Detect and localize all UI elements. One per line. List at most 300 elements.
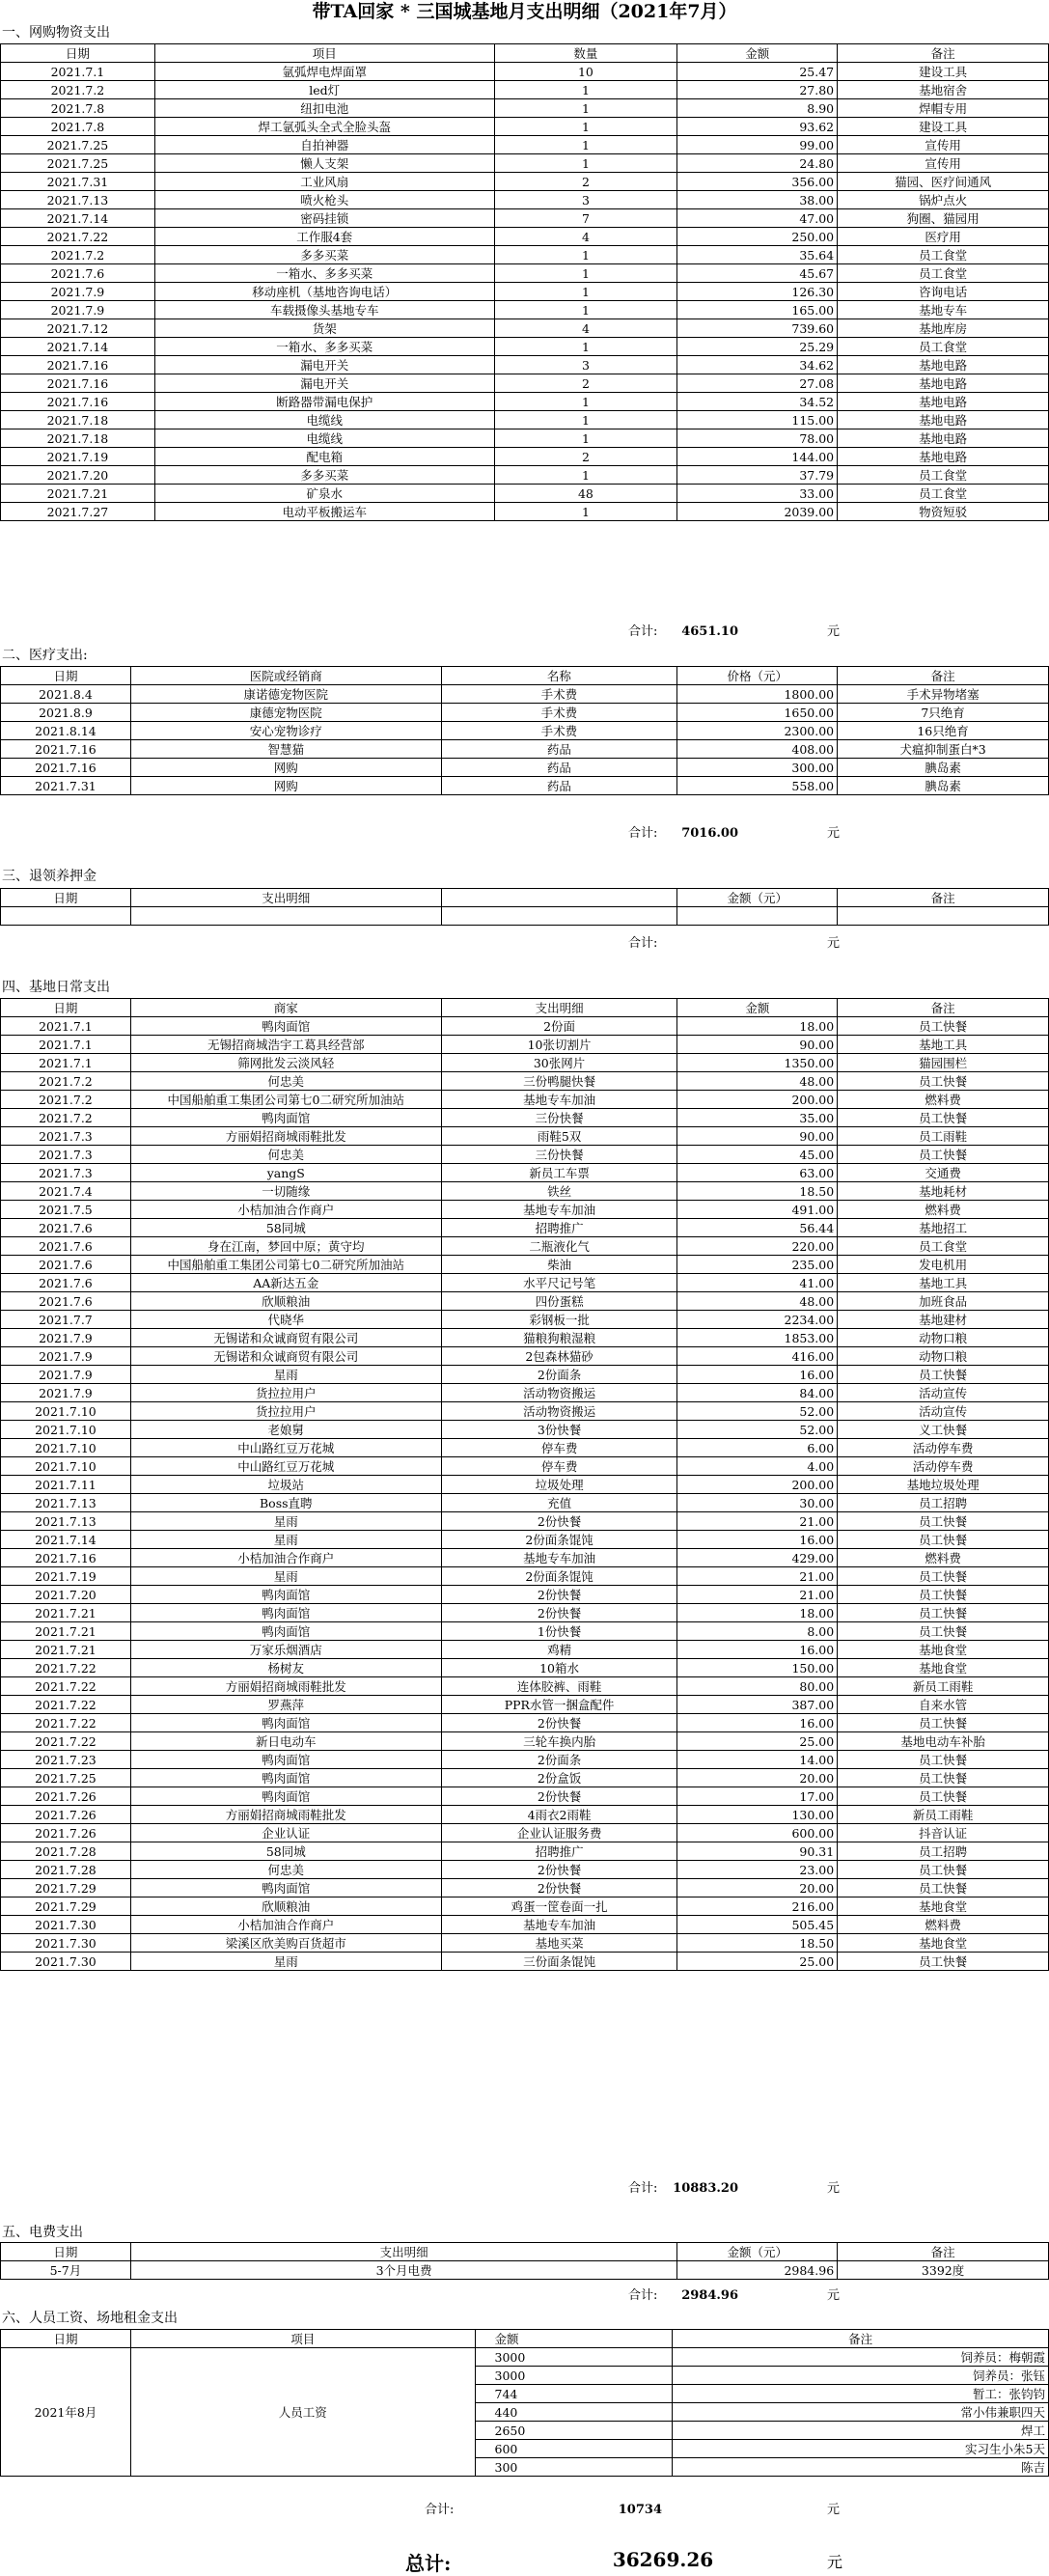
- cell-quantity: 1: [494, 429, 677, 448]
- deposit-refund-table: [0, 888, 1049, 926]
- cell-date: 2021.7.22: [1, 1732, 131, 1751]
- table-row: [1, 1017, 1049, 1036]
- cell-remark: 员工食堂: [838, 264, 1049, 283]
- cell-date: 2021.7.3: [1, 1146, 131, 1164]
- table-header-row: [1, 2243, 1049, 2261]
- cell-amount: 48.00: [677, 1292, 838, 1311]
- table-row: [1, 338, 1049, 356]
- cell-remark: 基地食堂: [838, 1641, 1049, 1659]
- daily-expense-table: [0, 998, 1049, 1971]
- cell-date: 2021.7.30: [1, 1916, 131, 1934]
- cell-merchant: 鸭肉面馆: [130, 1769, 441, 1787]
- cell-remark: 员工招聘: [838, 1842, 1049, 1861]
- cell-item: 漏电开关: [154, 374, 494, 393]
- section-2-title: 二、医疗支出:: [2, 648, 88, 663]
- cell-item: 密码挂锁: [154, 209, 494, 228]
- cell-date: 2021.7.16: [1, 1549, 131, 1567]
- total-unit: 元: [827, 624, 841, 639]
- cell-date: 2021.7.14: [1, 209, 155, 228]
- header-date: 日期: [1, 44, 155, 63]
- cell-date: 2021.7.27: [1, 503, 155, 521]
- table-header-row: [1, 44, 1049, 63]
- cell-name: 药品: [441, 740, 677, 759]
- table-row: [1, 1439, 1049, 1457]
- cell-amount: 130.00: [677, 1806, 838, 1824]
- cell-remark: 基地电路: [838, 429, 1049, 448]
- section-1-title: 一、网购物资支出: [2, 25, 110, 41]
- table-row: [1, 1916, 1049, 1934]
- cell-date: 2021.7.1: [1, 63, 155, 81]
- cell-remark: 基地工具: [838, 1036, 1049, 1054]
- cell-date: 2021.7.3: [1, 1164, 131, 1182]
- cell-date: 2021.7.18: [1, 411, 155, 429]
- cell-name: 手术费: [441, 704, 677, 722]
- cell-detail: 2份快餐: [441, 1861, 677, 1879]
- cell-date: 2021.7.26: [1, 1787, 131, 1806]
- cell-date: 2021.7.16: [1, 356, 155, 374]
- cell-amount: 16.00: [677, 1641, 838, 1659]
- cell-date: 2021.7.25: [1, 154, 155, 173]
- table-row: [1, 411, 1049, 429]
- cell-remark: 动物口粮: [838, 1329, 1049, 1347]
- cell-merchant: 筛网批发云淡风轻: [130, 1054, 441, 1072]
- cell-remark: 陈吉: [673, 2458, 1049, 2477]
- cell-amount: 356.00: [677, 173, 838, 191]
- cell-amount: 63.00: [677, 1164, 838, 1182]
- table-row: [1, 1237, 1049, 1256]
- section-6-title: 六、人员工资、场地租金支出: [2, 2311, 178, 2326]
- header-amount: 金额（元）: [677, 2243, 838, 2261]
- cell-amount: 558.00: [677, 777, 838, 795]
- cell-amount: 3000: [475, 2348, 673, 2367]
- cell-amount: 27.80: [677, 81, 838, 99]
- total-value: 10883.20: [673, 2181, 738, 2196]
- online-purchase-table: [0, 43, 1049, 521]
- cell-date: 2021.7.9: [1, 1329, 131, 1347]
- wages-table: [0, 2329, 1049, 2477]
- cell-quantity: 7: [494, 209, 677, 228]
- header-remark: 备注: [838, 2243, 1049, 2261]
- table-row: [1, 1219, 1049, 1237]
- cell-amount: 56.44: [677, 1219, 838, 1237]
- cell-remark: 员工快餐: [838, 1146, 1049, 1164]
- cell-merchant: 鸭肉面馆: [130, 1879, 441, 1897]
- table-row: [1, 1751, 1049, 1769]
- cell-item: 喷火枪头: [154, 191, 494, 209]
- cell-remark: 员工快餐: [838, 1586, 1049, 1604]
- cell-quantity: 1: [494, 118, 677, 136]
- cell-merchant: 小桔加油合作商户: [130, 1201, 441, 1219]
- cell-date: 2021.7.18: [1, 429, 155, 448]
- table-row: [1, 1842, 1049, 1861]
- table-header-row: [1, 999, 1049, 1017]
- table-row: [1, 1292, 1049, 1311]
- cell-detail: 三份快餐: [441, 1146, 677, 1164]
- cell-remark: 员工食堂: [838, 466, 1049, 485]
- header-amount: 金额: [677, 44, 838, 63]
- cell-remark: 16只绝育: [838, 722, 1049, 740]
- cell-date: 2021.7.6: [1, 1237, 131, 1256]
- cell-amount: 21.00: [677, 1586, 838, 1604]
- cell-amount: 739.60: [677, 319, 838, 338]
- cell-date: 2021.7.22: [1, 228, 155, 246]
- cell-merchant: 罗燕萍: [130, 1696, 441, 1714]
- total-label: 合计:: [628, 624, 658, 639]
- cell-item: 配电箱: [154, 448, 494, 466]
- table-row: [1, 1934, 1049, 1953]
- cell-date: 2021.7.12: [1, 319, 155, 338]
- cell-merchant: 新日电动车: [130, 1732, 441, 1751]
- cell-amount: 16.00: [677, 1531, 838, 1549]
- cell-amount: 47.00: [677, 209, 838, 228]
- cell-item: led灯: [154, 81, 494, 99]
- cell-remark: 基地电路: [838, 374, 1049, 393]
- table-row: [1, 191, 1049, 209]
- cell-remark: 狗圈、猫园用: [838, 209, 1049, 228]
- table-row: [1, 301, 1049, 319]
- cell-detail: 招聘推广: [441, 1219, 677, 1237]
- cell-amount: 25.00: [677, 1732, 838, 1751]
- header-date: 日期: [1, 667, 131, 685]
- cell-detail: 2份面条馄饨: [441, 1531, 677, 1549]
- table-row: [1, 81, 1049, 99]
- cell-detail: 三份面条馄饨: [441, 1953, 677, 1971]
- cell-date: 2021.7.20: [1, 466, 155, 485]
- cell-date: 2021.7.21: [1, 1622, 131, 1641]
- cell-amount: 440: [475, 2403, 673, 2422]
- cell-detail: 基地专车加油: [441, 1916, 677, 1934]
- cell-merchant: 欣顺粮油: [130, 1897, 441, 1916]
- header-remark: 备注: [838, 44, 1049, 63]
- header-date: 日期: [1, 889, 131, 907]
- table-row: [1, 777, 1049, 795]
- table-row: [1, 99, 1049, 118]
- cell-remark: 活动停车费: [838, 1457, 1049, 1476]
- cell-remark: 活动宣传: [838, 1402, 1049, 1421]
- cell-date: 2021.7.2: [1, 81, 155, 99]
- cell-date: 2021.7.26: [1, 1824, 131, 1842]
- total-label: 合计:: [628, 2181, 658, 2196]
- cell-merchant: 中国船舶重工集团公司第七0二研究所加油站: [130, 1091, 441, 1109]
- table-row: [1, 1311, 1049, 1329]
- cell-amount: 235.00: [677, 1256, 838, 1274]
- cell-item: 一箱水、多多买菜: [154, 338, 494, 356]
- cell-date: 2021.7.25: [1, 1769, 131, 1787]
- cell-detail: 四份蛋糕: [441, 1292, 677, 1311]
- total-value: 10734: [618, 2503, 662, 2517]
- cell-remark: 员工食堂: [838, 338, 1049, 356]
- cell-merchant: 代晓华: [130, 1311, 441, 1329]
- electricity-table: [0, 2242, 1049, 2280]
- cell-item: 移动座机（基地咨询电话）: [154, 283, 494, 301]
- table-row: [1, 485, 1049, 503]
- cell-detail: 企业认证服务费: [441, 1824, 677, 1842]
- cell-quantity: 1: [494, 411, 677, 429]
- table-row: [1, 466, 1049, 485]
- total-unit: 元: [827, 2181, 841, 2196]
- total-value: 7016.00: [681, 826, 738, 841]
- cell-remark: 饲养员：梅朝霞: [673, 2348, 1049, 2367]
- cell-date: 2021.7.11: [1, 1476, 131, 1494]
- cell-date: 2021.7.9: [1, 301, 155, 319]
- table-row: [1, 1824, 1049, 1842]
- cell-date: 2021.7.29: [1, 1897, 131, 1916]
- cell-amount: 600.00: [677, 1824, 838, 1842]
- cell-merchant: 方丽娟招商城雨鞋批发: [130, 1806, 441, 1824]
- grand-total-value: 36269.26: [612, 2548, 714, 2571]
- cell-item: 多多买菜: [154, 246, 494, 264]
- cell-amount: 144.00: [677, 448, 838, 466]
- cell-merchant: 鸭肉面馆: [130, 1622, 441, 1641]
- cell-amount: 80.00: [677, 1677, 838, 1696]
- cell-date: 2021.7.9: [1, 1384, 131, 1402]
- cell-date: 2021.7.21: [1, 1604, 131, 1622]
- cell-remark: 动物口粮: [838, 1347, 1049, 1366]
- cell-remark: 焊工: [673, 2422, 1049, 2440]
- table-row: [1, 1146, 1049, 1164]
- cell-merchant: 鸭肉面馆: [130, 1714, 441, 1732]
- cell-quantity: 2: [494, 374, 677, 393]
- cell-amount: 52.00: [677, 1402, 838, 1421]
- cell-item: 电缆线: [154, 411, 494, 429]
- cell-remark: 基地建材: [838, 1311, 1049, 1329]
- total-unit: 元: [827, 2503, 841, 2517]
- cell-merchant: 鸭肉面馆: [130, 1586, 441, 1604]
- cell-merchant: 星雨: [130, 1531, 441, 1549]
- cell-name: 手术费: [441, 685, 677, 704]
- cell-date: 2021.7.28: [1, 1861, 131, 1879]
- cell-vendor: 康德宠物医院: [130, 704, 441, 722]
- cell-quantity: 1: [494, 393, 677, 411]
- cell-remark: 咨询电话: [838, 283, 1049, 301]
- cell-quantity: 1: [494, 301, 677, 319]
- cell-date: 2021.7.6: [1, 1219, 131, 1237]
- cell-merchant: 58同城: [130, 1219, 441, 1237]
- cell-detail: 2份快餐: [441, 1604, 677, 1622]
- header-remark: 备注: [838, 999, 1049, 1017]
- cell-remark: 新员工雨鞋: [838, 1677, 1049, 1696]
- cell-date: 2021.7.2: [1, 1072, 131, 1091]
- cell-date: 2021.7.16: [1, 740, 131, 759]
- cell-amount: 90.31: [677, 1842, 838, 1861]
- cell-remark: 员工快餐: [838, 1512, 1049, 1531]
- table-row: [1, 1531, 1049, 1549]
- table-row: [1, 1604, 1049, 1622]
- cell-merchant: 中国船舶重工集团公司第七0二研究所加油站: [130, 1256, 441, 1274]
- cell-item: 车载摄像头基地专车: [154, 301, 494, 319]
- cell-amount: 34.62: [677, 356, 838, 374]
- cell-item: 自拍神器: [154, 136, 494, 154]
- cell-remark: 饲养员：张钰: [673, 2367, 1049, 2385]
- cell-date: 2021.7.20: [1, 1586, 131, 1604]
- cell-detail: 猫粮狗粮湿粮: [441, 1329, 677, 1347]
- table-row: [1, 759, 1049, 777]
- cell-detail: 活动物资搬运: [441, 1402, 677, 1421]
- cell-remark: 燃料费: [838, 1201, 1049, 1219]
- section-3-title: 三、退领养押金: [2, 869, 97, 884]
- cell-merchant: 老娘舅: [130, 1421, 441, 1439]
- cell-remark: 基地工具: [838, 1274, 1049, 1292]
- cell-merchant: 鸭肉面馆: [130, 1017, 441, 1036]
- cell-amount: 8.00: [677, 1622, 838, 1641]
- cell-item: 矿泉水: [154, 485, 494, 503]
- cell-merchant: yangS: [130, 1164, 441, 1182]
- cell-quantity: 1: [494, 338, 677, 356]
- cell-remark: 义工快餐: [838, 1421, 1049, 1439]
- table-row: [1, 1586, 1049, 1604]
- cell-detail: 2份快餐: [441, 1787, 677, 1806]
- cell-item: 氩弧焊电焊面罩: [154, 63, 494, 81]
- cell-amount: 93.62: [677, 118, 838, 136]
- cell-remark: 7只绝育: [838, 704, 1049, 722]
- cell-detail: 连体胶裤、雨鞋: [441, 1677, 677, 1696]
- cell-detail: 2份盒饭: [441, 1769, 677, 1787]
- cell-remark: 基地电路: [838, 411, 1049, 429]
- cell-remark: 宣传用: [838, 136, 1049, 154]
- cell-date: 2021.7.26: [1, 1806, 131, 1824]
- cell-date: 2021.7.4: [1, 1182, 131, 1201]
- cell-remark: 实习生小朱5天: [673, 2440, 1049, 2458]
- cell-amount: 387.00: [677, 1696, 838, 1714]
- table-row: [1, 1677, 1049, 1696]
- header-vendor: 医院或经销商: [130, 667, 441, 685]
- cell-amount: 18.50: [677, 1182, 838, 1201]
- cell-remark: 腆岛素: [838, 759, 1049, 777]
- cell-amount: 17.00: [677, 1787, 838, 1806]
- cell-date: 2021.7.2: [1, 1109, 131, 1127]
- cell-date: 2021.7.1: [1, 1036, 131, 1054]
- header-item: 项目: [154, 44, 494, 63]
- cell-date: 2021.7.14: [1, 338, 155, 356]
- cell-amount: 30.00: [677, 1494, 838, 1512]
- cell-detail: 2份面条: [441, 1751, 677, 1769]
- grand-total-unit: 元: [827, 2553, 843, 2571]
- cell-item: 电动平板搬运车: [154, 503, 494, 521]
- cell-merchant: 方丽娟招商城雨鞋批发: [130, 1127, 441, 1146]
- table-header-row: [1, 889, 1049, 907]
- cell-merchant: 一切随缘: [130, 1182, 441, 1201]
- table-row: [1, 173, 1049, 191]
- header-price: 价格（元）: [677, 667, 838, 685]
- cell-date: 2021.7.16: [1, 759, 131, 777]
- cell-amount: 1853.00: [677, 1329, 838, 1347]
- cell-quantity: 1: [494, 99, 677, 118]
- table-row: [1, 1347, 1049, 1366]
- cell-item: 一箱水、多多买菜: [154, 264, 494, 283]
- cell-date: 2021.7.23: [1, 1751, 131, 1769]
- cell-detail: 3个月电费: [130, 2261, 676, 2280]
- cell-amount: 14.00: [677, 1751, 838, 1769]
- cell-merchant: 垃圾站: [130, 1476, 441, 1494]
- cell-amount: 2984.96: [677, 2261, 838, 2280]
- cell-item: 断路器带漏电保护: [154, 393, 494, 411]
- cell-item: 漏电开关: [154, 356, 494, 374]
- cell-detail: 停车费: [441, 1439, 677, 1457]
- cell-date: 2021.7.22: [1, 1659, 131, 1677]
- cell-amount: 18.00: [677, 1017, 838, 1036]
- table-row: [1, 1622, 1049, 1641]
- cell-amount: 744: [475, 2385, 673, 2403]
- cell-date: 2021.7.21: [1, 1641, 131, 1659]
- cell-detail: 三轮车换内胎: [441, 1732, 677, 1751]
- cell-merchant: 何忠美: [130, 1861, 441, 1879]
- cell-merchant: 杨树友: [130, 1659, 441, 1677]
- cell-merchant: 鸭肉面馆: [130, 1109, 441, 1127]
- cell-remark: 基地耗材: [838, 1182, 1049, 1201]
- cell-date: 2021.7.21: [1, 485, 155, 503]
- section-5-title: 五、电费支出: [2, 2225, 83, 2240]
- cell-amount: 25.00: [677, 1953, 838, 1971]
- cell-merchant: 小桔加油合作商户: [130, 1549, 441, 1567]
- cell-remark: 基地专车: [838, 301, 1049, 319]
- cell-remark: 交通费: [838, 1164, 1049, 1182]
- cell-remark: 基地电路: [838, 356, 1049, 374]
- cell-remark: 员工快餐: [838, 1567, 1049, 1586]
- cell-amount: 1350.00: [677, 1054, 838, 1072]
- cell-remark: 员工食堂: [838, 1237, 1049, 1256]
- table-row: [1, 1659, 1049, 1677]
- cell-merchant: 企业认证: [130, 1824, 441, 1842]
- table-row: [1, 1036, 1049, 1054]
- cell-amount: 16.00: [677, 1714, 838, 1732]
- header-remark: 备注: [673, 2330, 1049, 2348]
- cell-amount: 1800.00: [677, 685, 838, 704]
- cell-merchant: 小桔加油合作商户: [130, 1916, 441, 1934]
- table-row: [1, 1054, 1049, 1072]
- cell-item: 货架: [154, 319, 494, 338]
- cell-date: 2021.7.1: [1, 1054, 131, 1072]
- table-row: [1, 2261, 1049, 2280]
- cell-remark: 基地食堂: [838, 1659, 1049, 1677]
- cell-amount: 20.00: [677, 1769, 838, 1787]
- cell-detail: 垃圾处理: [441, 1476, 677, 1494]
- grand-total-label: 总计:: [405, 2552, 452, 2575]
- cell-detail: 停车费: [441, 1457, 677, 1476]
- header-blank: [441, 889, 677, 907]
- cell-remark: 猫园、医疗间通风: [838, 173, 1049, 191]
- cell-date: 2021.7.22: [1, 1696, 131, 1714]
- cell-name: 手术费: [441, 722, 677, 740]
- cell-remark: 锅炉点火: [838, 191, 1049, 209]
- cell-detail: 水平尺记号笔: [441, 1274, 677, 1292]
- cell-date: 2021.7.6: [1, 1256, 131, 1274]
- table-row: [1, 1329, 1049, 1347]
- cell-merchant: 无锡诺和众诚商贸有限公司: [130, 1329, 441, 1347]
- cell-remark: 员工雨鞋: [838, 1127, 1049, 1146]
- cell-remark: 加班食品: [838, 1292, 1049, 1311]
- table-row: [1, 1366, 1049, 1384]
- cell-item: 焊工氩弧头全式全脸头盔: [154, 118, 494, 136]
- cell-date: 2021年8月: [1, 2348, 131, 2477]
- cell-remark: 发电机用: [838, 1256, 1049, 1274]
- table-row: [1, 1127, 1049, 1146]
- cell-vendor: 安心宠物诊疗: [130, 722, 441, 740]
- total-unit: 元: [827, 936, 841, 951]
- cell-amount: 165.00: [677, 301, 838, 319]
- cell-merchant: 星雨: [130, 1953, 441, 1971]
- cell-remark: 员工快餐: [838, 1072, 1049, 1091]
- table-row: [1, 393, 1049, 411]
- cell-date: 2021.7.5: [1, 1201, 131, 1219]
- cell-amount: 220.00: [677, 1237, 838, 1256]
- cell-merchant: 中山路红豆万花城: [130, 1457, 441, 1476]
- cell-detail: 铁丝: [441, 1182, 677, 1201]
- cell-date: 2021.7.13: [1, 1512, 131, 1531]
- cell-detail: 2份快餐: [441, 1879, 677, 1897]
- table-row: [1, 1457, 1049, 1476]
- cell-amount: 18.00: [677, 1604, 838, 1622]
- table-row: [1, 1274, 1049, 1292]
